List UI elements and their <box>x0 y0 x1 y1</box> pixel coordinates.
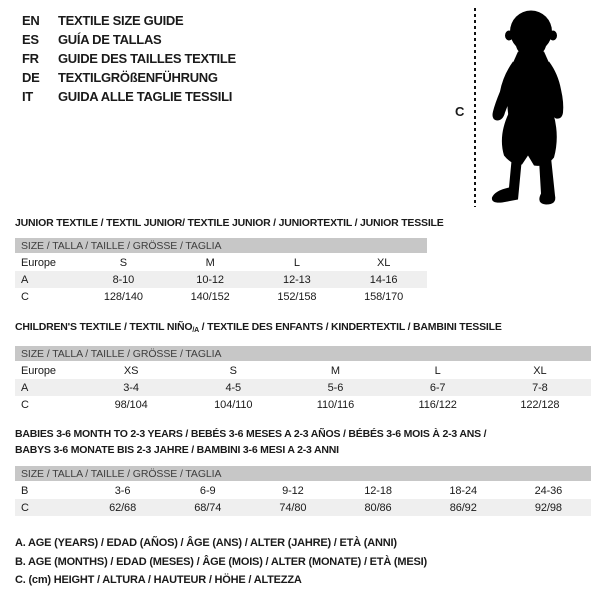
row-label: B <box>21 484 29 497</box>
table-row-height <box>15 396 591 413</box>
cell: 8-10 <box>80 271 167 288</box>
children-title-sub: /A <box>192 327 199 334</box>
cell: 98/104 <box>114 398 148 411</box>
footnote-a: A. AGE (YEARS) / EDAD (AÑOS) / ÂGE (ANS) / ALTER (JAHRE) / ETÀ (ANNI) <box>15 537 397 549</box>
row-label: A <box>15 379 80 396</box>
cell: 110/116 <box>316 398 355 411</box>
legend-row-fr <box>22 49 236 68</box>
footnotes <box>15 534 427 590</box>
cell: 80/86 <box>335 499 420 516</box>
table-row-europe <box>15 362 591 379</box>
cell: 9-12 <box>282 484 304 497</box>
row-label: Europe <box>21 256 56 269</box>
cell: 128/140 <box>103 290 143 303</box>
lang-code: FR <box>22 51 39 66</box>
size-header-bar: SIZE / TALLA / TAILLE / GRÖSSE / TAGLIA <box>15 466 591 482</box>
children-section-title <box>15 319 502 339</box>
cell: L <box>434 364 441 377</box>
cell: 158/170 <box>364 290 404 303</box>
babies-title-line2: BABYS 3-6 MONATE BIS 2-3 JAHRE / BAMBINI 3-6 MESI A 2-3 ANNI <box>15 444 339 456</box>
cell: 116/122 <box>418 398 457 411</box>
table-row-age <box>15 379 591 396</box>
lang-label: TEXTILGRÖßENFÜHRUNG <box>58 70 218 85</box>
lang-label: GUÍA DE TALLAS <box>58 32 162 47</box>
table-row-europe <box>15 254 427 271</box>
lang-code: ES <box>22 32 39 47</box>
cell: 104/110 <box>214 398 253 411</box>
cell: L <box>293 256 300 269</box>
cell: 140/152 <box>190 290 230 303</box>
cell: 122/128 <box>520 398 560 411</box>
row-label: C <box>21 290 29 303</box>
cell: 14-16 <box>340 271 427 288</box>
cell: 68/74 <box>165 499 250 516</box>
table-row-height <box>15 499 591 516</box>
cell: 3-4 <box>80 379 182 396</box>
junior-size-table <box>15 238 427 305</box>
junior-section-title: JUNIOR TEXTILE / TEXTIL JUNIOR/ TEXTILE JUNIOR / JUNIORTEXTIL / JUNIOR TESSILE <box>15 217 444 229</box>
baby-silhouette-icon <box>484 7 574 208</box>
footnote-c: C. (cm) HEIGHT / ALTURA / HAUTEUR / HÖHE / ALTEZZA <box>15 574 302 586</box>
cell: S <box>229 364 237 377</box>
lang-code: EN <box>22 13 40 28</box>
footnote-b: B. AGE (MONTHS) / EDAD (MESES) / ÂGE (MOIS) / ALTER (MONATE) / ETÀ (MESI) <box>15 555 427 568</box>
children-title-post: / TEXTILE DES ENFANTS / KINDERTEXTIL / BAMBINI TESSILE <box>198 321 502 333</box>
table-row-age <box>15 271 427 288</box>
size-header-bar: SIZE / TALLA / TAILLE / GRÖSSE / TAGLIA <box>15 238 427 254</box>
row-label: C <box>21 398 29 411</box>
cell: M <box>330 364 340 377</box>
lang-code: DE <box>22 70 40 85</box>
cell: S <box>119 256 127 269</box>
babies-title-line1: BABIES 3-6 MONTH TO 2-3 YEARS / BEBÉS 3-6 MESES A 2-3 AÑOS / BÉBÉS 3-6 MOIS À 2-3 ANS / <box>15 428 487 440</box>
cell: 7-8 <box>489 379 591 396</box>
cell: 18-24 <box>449 484 478 497</box>
babies-size-table <box>15 466 591 516</box>
height-measure-label: C <box>455 104 465 119</box>
cell: 3-6 <box>114 484 131 497</box>
lang-code: IT <box>22 89 33 104</box>
height-dashed-line <box>474 8 476 207</box>
cell: XL <box>533 364 547 377</box>
children-title-pre: CHILDREN'S TEXTILE / TEXTIL NIÑO <box>15 321 193 333</box>
cell: 12-18 <box>364 484 392 497</box>
cell: 86/92 <box>421 499 506 516</box>
lang-label: GUIDE DES TAILLES TEXTILE <box>58 51 236 66</box>
cell: 6-9 <box>199 484 216 497</box>
lang-label: TEXTILE SIZE GUIDE <box>58 13 184 28</box>
cell: 6-7 <box>387 379 489 396</box>
cell: 4-5 <box>182 379 284 396</box>
legend-row-en <box>22 11 236 30</box>
table-row-age-months <box>15 482 591 499</box>
language-legend <box>22 11 236 106</box>
cell: XL <box>376 256 391 269</box>
cell: 92/98 <box>506 499 591 516</box>
cell: 152/158 <box>277 290 317 303</box>
size-header-bar: SIZE / TALLA / TAILLE / GRÖSSE / TAGLIA <box>15 346 591 362</box>
cell: 74/80 <box>250 499 335 516</box>
row-label: Europe <box>21 364 56 377</box>
legend-row-it <box>22 87 236 106</box>
legend-row-es <box>22 30 236 49</box>
cell: 10-12 <box>167 271 254 288</box>
legend-row-de <box>22 68 236 87</box>
children-size-table <box>15 346 591 413</box>
cell: 12-13 <box>254 271 341 288</box>
cell: 5-6 <box>284 379 386 396</box>
row-label: C <box>15 499 80 516</box>
cell: M <box>205 256 215 269</box>
lang-label: GUIDA ALLE TAGLIE TESSILI <box>58 89 233 104</box>
table-row-height <box>15 288 427 305</box>
babies-section-title <box>15 426 486 458</box>
cell: 62/68 <box>80 499 165 516</box>
row-label: A <box>15 271 80 288</box>
cell: XS <box>123 364 139 377</box>
cell: 24-36 <box>534 484 563 497</box>
